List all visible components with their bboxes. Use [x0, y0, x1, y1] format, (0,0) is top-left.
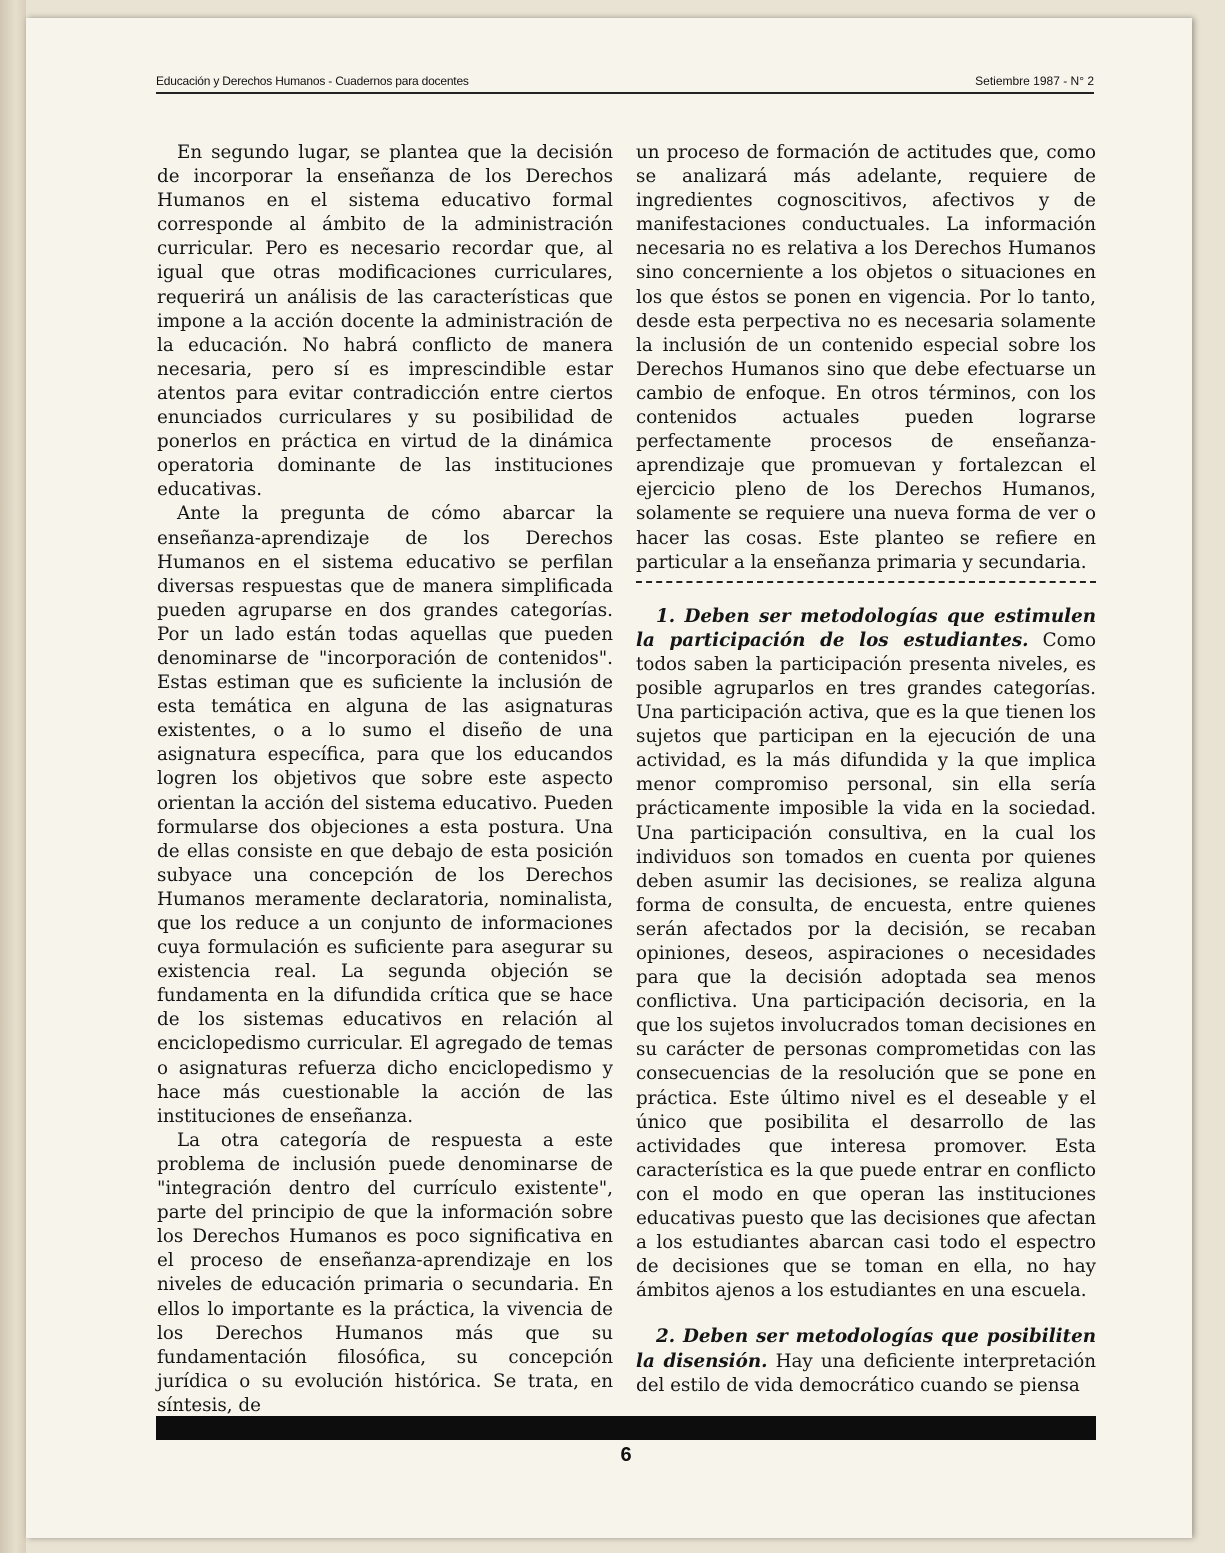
right-column — [636, 141, 1096, 1398]
list-item-body: Hay una deficiente interpretación del estilo de vida democrático cuando se piensa — [636, 1350, 1096, 1396]
header-issue-date: Setiembre 1987 - N° 2 — [975, 74, 1094, 88]
dashed-separator — [636, 581, 1096, 583]
list-item-heading: 2. Deben ser metodologías que posibiliten la disensión. — [636, 1326, 1096, 1372]
list-item-heading: 1. Deben ser metodologías que estimulen la participación de los estudiantes. — [636, 605, 1096, 651]
page-number: 6 — [620, 1444, 632, 1466]
paragraph: En segundo lugar, se plantea que la decisión de incorporar la enseñanza de los Derechos Humanos en el sistema educativo formal corresponde al ámbito de la administración curricular. Pero es necesario recordar que, al igual que otras modificaciones curriculares, requerirá un análisis de las características que impone a la acción docente la administración de la educación. No habrá conflicto de manera necesaria, pero sí es imprescindible estar atentos para evitar contradicción entre ciertos enunciados curriculares y su posibilidad de ponerlos en práctica en virtud de la dinámica operatoria dominante de las instituciones educativas. — [157, 142, 613, 501]
list-item-body: Como todos saben la participación presenta niveles, es posible agruparlos en tres grandes categorías. Una participación activa, que es la que tienen los sujetos que participan en la ejecución de una actividad, es la más difundida y la que implica menor compromiso personal, sin ella sería prácticamente imposible la vida en la sociedad. Una participación consultiva, en la cual los individuos son tomados en cuenta por quienes deben asumir las decisiones, se realiza alguna forma de consulta, de encuesta, entre quienes serán afectados por la decisión, se recaban opiniones, deseos, aspiraciones o necesidades para que la decisión adoptada sea menos conflictiva. Una participación decisoria, en la que los sujetos involucrados toman decisiones en su carácter de personas comprometidas con las consecuencias de la resolución que se pone en práctica. Este último nivel es el deseable y el único que posibilita el desarrollo de las actividades que interesa promover. Esta característica es la que puede entrar en conflicto con el modo en que operan las instituciones educativas puesto que las decisiones que afectan a los estudiantes abarcan casi todo el espectro de decisiones que se toman en ella, no hay ámbitos ajenos a los estudiantes en una escuela. — [636, 629, 1096, 1302]
header-publication-title: Educación y Derechos Humanos - Cuadernos para docentes — [156, 74, 469, 88]
paragraph: La otra categoría de respuesta a este problema de inclusión puede denominarse de "integración dentro del currículo existente", parte del principio de que la información sobre los Derechos Humanos es poco significativa en el proceso de enseñanza-aprendizaje en los niveles de educación primaria o secundaria. En ellos lo importante es la práctica, la vivencia de los Derechos Humanos más que su fundamentación filosófica, su concepción jurídica o su evolución histórica. Se trata, en síntesis, de — [157, 1129, 613, 1416]
footer-bar — [156, 1416, 1096, 1440]
running-header — [156, 66, 1094, 94]
book-binding-edge — [0, 0, 26, 1553]
list-item-2 — [636, 1325, 1096, 1397]
list-item-1 — [636, 605, 1096, 1304]
paragraph: un proceso de formación de actitudes que, como se analizará más adelante, requiere de ingredientes cognoscitivos, afectivos y de manifestaciones conductuales. La información necesaria no es relativa a los Derechos Humanos sino concerniente a los objetos o situaciones en los que éstos se ponen en vigencia. Por lo tanto, desde esta perpectiva no es necesaria solamente la inclusión de un contenido especial sobre los Derechos Humanos sino que debe efectuarse un cambio de enfoque. En otros términos, con los contenidos actuales pueden lograrse perfectamente procesos de enseñanza-aprendizaje que promuevan y fortalezcan el ejercicio pleno de los Derechos Humanos, solamente se requiere una nueva forma de ver o hacer las cosas. Este planteo se refiere en particular a la enseñanza primaria y secundaria. — [636, 142, 1096, 573]
paragraph: Ante la pregunta de cómo abarcar la enseñanza-aprendizaje de los Derechos Humanos en el sistema educativo se perfilan diversas respuestas que de manera simplificada pueden agruparse en dos grandes categorías. Por un lado están todas aquellas que pueden denominarse de "incorporación de contenidos". Estas estiman que es suficiente la inclusión de esta temática en alguna de las asignaturas existentes, o a lo sumo el diseño de una asignatura específica, para que los educandos logren los objetivos que sobre este aspecto orientan la acción del sistema educativo. Pueden formularse dos objeciones a esta postura. Una de ellas consiste en que debajo de esta posición subyace una concepción de los Derechos Humanos meramente declaratoria, nominalista, que los reduce a un conjunto de informaciones cuya formulación es suficiente para asegurar su existencia real. La segunda objeción se fundamenta en la difundida crítica que se hace de los sistemas educativos en relación al enciclopedismo curricular. El agregado de temas o asignaturas refuerza dicho enciclopedismo y hace más cuestionable la acción de las instituciones de enseñanza. — [157, 503, 613, 1127]
left-column — [157, 141, 613, 1418]
